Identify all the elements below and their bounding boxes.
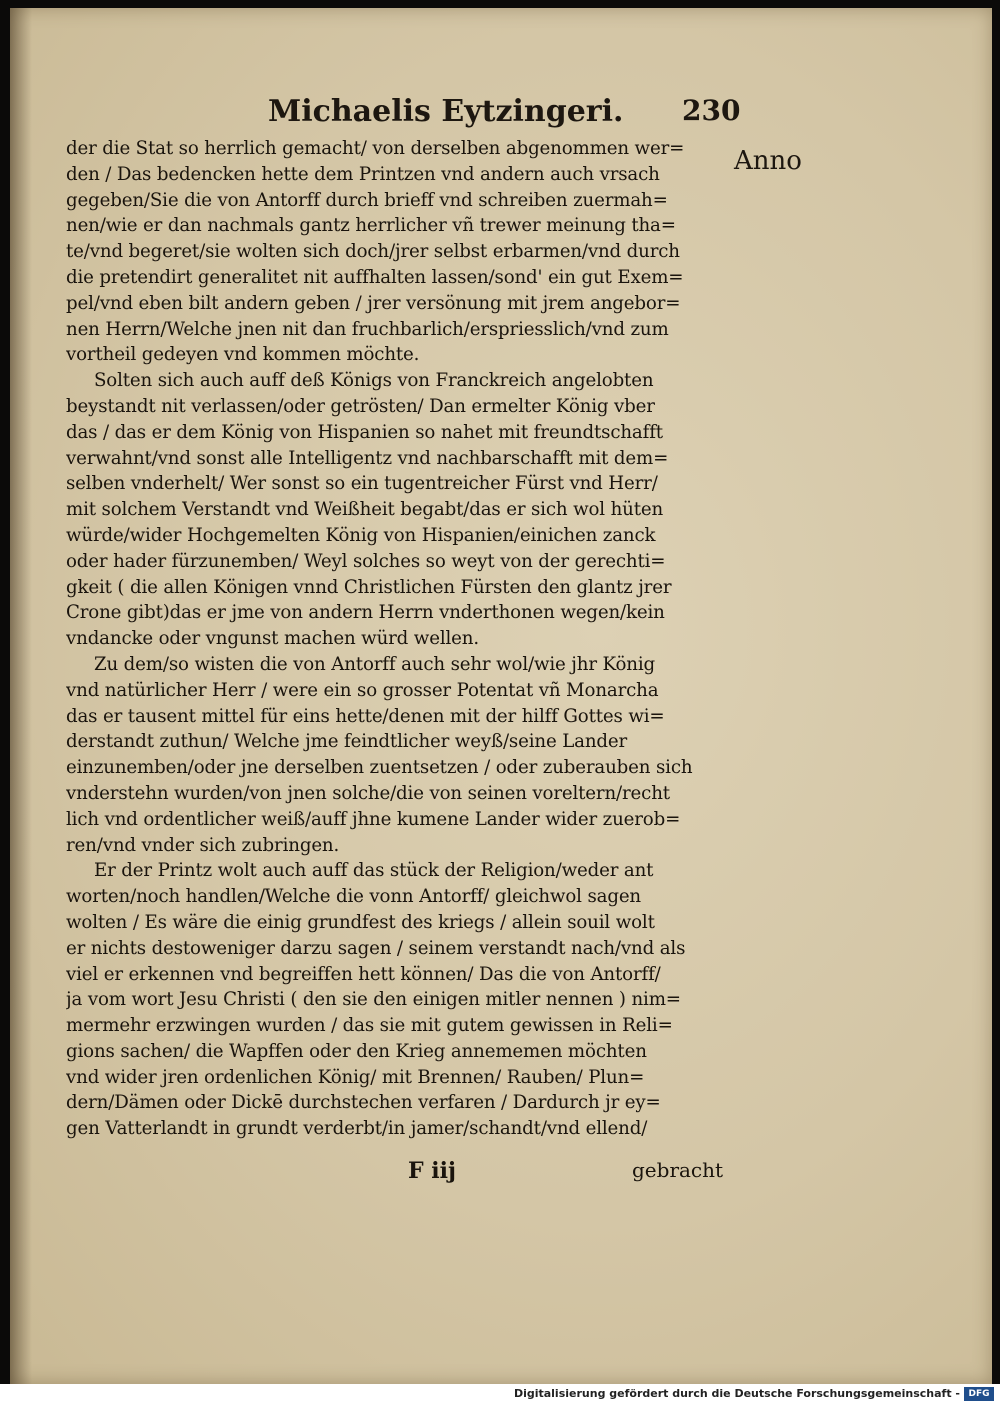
text-line: würde/wider Hochgemelten König von Hispanien/einichen zanck (66, 524, 656, 546)
text-line: einzunemben/oder jne derselben zuentsetzen / oder zuberauben sich (66, 757, 693, 779)
text-line: Zu dem/so wisten die von Antorff auch sehr wol/wie jhr König (94, 653, 655, 675)
text-line: gkeit ( die allen Königen vnnd Christlichen Fürsten den glantz jrer (66, 576, 672, 598)
text-line: oder hader fürzunemben/ Weyl solches so weyt von der gerechti= (66, 550, 666, 572)
text-line: das / das er dem König von Hispanien so nahet mit freundtschafft (66, 421, 663, 443)
text-line: vndancke oder vngunst machen würd wellen. (66, 628, 479, 650)
text-line: Solten sich auch auff deß Königs von Franckreich angelobten (94, 370, 654, 392)
text-line: ja vom wort Jesu Christi ( den sie den einigen mitler nennen ) nim= (66, 989, 681, 1011)
text-line: Crone gibt)das er jme von andern Herrn vnderthonen wegen/kein (66, 602, 665, 624)
digitization-note: Digitalisierung gefördert durch die Deutsche Forschungsgemeinschaft - (513, 1387, 960, 1400)
text-line: vnd natürlicher Herr / were ein so grosser Potentat vñ Monarcha (66, 679, 659, 701)
text-line: dern/Dämen oder Dickē durchstechen verfaren / Dardurch jr ey= (66, 1092, 661, 1114)
folio-number: 230 (682, 94, 741, 127)
text-line: lich vnd ordentlicher weiß/auff jhne kumene Lander wider zuerob= (66, 808, 681, 830)
signature-mark: F iij (408, 1158, 456, 1184)
text-line: pel/vnd eben bilt andern geben / jrer versönung mit jrem angebor= (66, 292, 681, 314)
catchword: gebracht (632, 1158, 724, 1182)
text-line: selben vnderhelt/ Wer sonst so ein tugentreicher Fürst vnd Herr/ (66, 473, 658, 495)
text-line: mermehr erzwingen wurden / das sie mit gutem gewissen in Reli= (66, 1015, 673, 1037)
text-line: derstandt zuthun/ Welche jme feindtlicher weyß/seine Lander (66, 731, 628, 753)
text-line: beystandt nit verlassen/oder getrösten/ Dan ermelter König vber (66, 395, 655, 417)
text-line: Er der Printz wolt auch auff das stück der Religion/weder ant (94, 860, 654, 882)
text-line: der die Stat so herrlich gemacht/ von derselben abgenommen wer= (66, 138, 685, 159)
running-head (10, 94, 992, 134)
digitization-footer (0, 1384, 1000, 1404)
page-foot (10, 1158, 992, 1192)
text-line: den / Das bedencken hette dem Printzen vnd andern auch vrsach (66, 163, 660, 185)
text-line: wolten / Es wäre die einig grundfest des kriegs / allein souil wolt (66, 911, 655, 933)
text-line: verwahnt/vnd sonst alle Intelligentz vnd nachbarschafft mit dem= (66, 447, 669, 469)
text-line: die pretendirt generalitet nit auffhalten lassen/sond' ein gut Exem= (66, 266, 684, 288)
text-line: vnd wider jren ordenlichen König/ mit Brennen/ Rauben/ Plun= (66, 1066, 645, 1088)
text-line: das er tausent mittel für eins hette/denen mit der hilff Gottes wi= (66, 705, 665, 727)
book-page (10, 8, 992, 1384)
running-title: Michaelis Eytzingeri. (268, 94, 624, 129)
text-line: gions sachen/ die Wapffen oder den Krieg annememen möchten (66, 1040, 647, 1062)
text-line: vortheil gedeyen vnd kommen möchte. (66, 344, 420, 366)
text-line: mit solchem Verstandt vnd Weißheit begabt/das er sich wol hüten (66, 499, 664, 521)
text-line: vnderstehn wurden/von jnen solche/die von seinen voreltern/recht (66, 782, 670, 804)
text-line: nen/wie er dan nachmals gantz herrlicher vñ trewer meinung tha= (66, 215, 676, 237)
text-line: er nichts destoweniger darzu sagen / seinem verstandt nach/vnd als (66, 937, 686, 959)
text-line: gegeben/Sie die von Antorff durch brieff vnd schreiben zuermah= (66, 189, 668, 211)
body-text (66, 136, 730, 1142)
text-line: ren/vnd vnder sich zubringen. (66, 834, 340, 856)
text-line: gen Vatterlandt in grundt verderbt/in jamer/schandt/vnd ellend/ (66, 1118, 648, 1140)
dfg-logo: DFG (964, 1387, 994, 1401)
text-line: te/vnd begeret/sie wolten sich doch/jrer selbst erbarmen/vnd durch (66, 241, 680, 263)
text-line: worten/noch handlen/Welche die vonn Antorff/ gleichwol sagen (66, 886, 641, 908)
text-line: viel er erkennen vnd begreiffen hett können/ Das die von Antorff/ (66, 963, 661, 985)
text-line: nen Herrn/Welche jnen nit dan fruchbarlich/erspriesslich/vnd zum (66, 318, 669, 340)
margin-note: Anno (734, 146, 802, 176)
